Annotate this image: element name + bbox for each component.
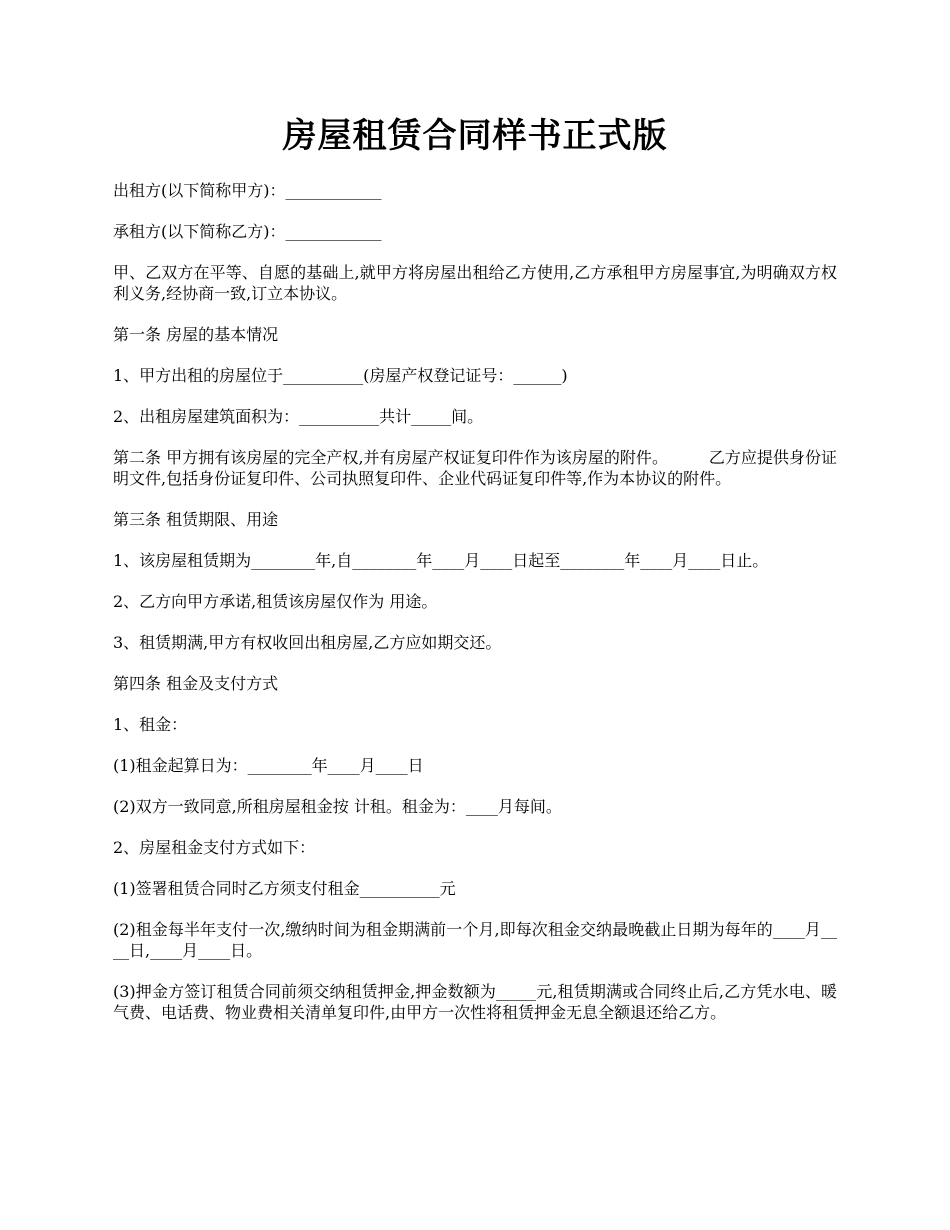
document-body	[113, 180, 837, 1043]
document-title: 房屋租赁合同样书正式版	[282, 116, 668, 156]
article-4-subclause-1-2: (2)双方一致同意,所租房屋租金按 计租。租金为：____月每间。	[113, 797, 562, 816]
party-b-line: 承租方(以下简称乙方)：____________	[113, 222, 382, 241]
article-4-subclause-2-2: (2)租金每半年支付一次,缴纳时间为租金期满前一个月,即每次租金交纳最晚截止日期为每年的____月____日,____月____日。	[113, 920, 837, 960]
article-4-subclause-2-1: (1)签署租赁合同时乙方须支付租金__________元	[113, 879, 456, 898]
article-4-clause-2: 2、房屋租金支付方式如下：	[113, 838, 316, 857]
article-1-clause-2: 2、出租房屋建筑面积为：__________共计_____间。	[113, 407, 484, 426]
article-4-clause-1: 1、租金：	[113, 715, 188, 734]
article-4-subclause-1-1: (1)租金起算日为：________年____月____日	[113, 756, 424, 775]
party-a-line: 出租方(以下简称甲方)：____________	[113, 181, 382, 200]
article-3-clause-3: 3、租赁期满,甲方有权收回出租房屋,乙方应如期交还。	[113, 633, 502, 652]
article-2-paragraph: 第二条 甲方拥有该房屋的完全产权,并有房屋产权证复印件作为该房屋的附件。 乙方应提供身份证明文件,包括身份证复印件、公司执照复印件、企业代码证复印件等,作为本协议的附件。	[113, 448, 837, 488]
article-3-clause-1: 1、该房屋租赁期为________年,自________年____月____日起至________年____月____日止。	[113, 551, 769, 570]
article-3-heading: 第三条 租赁期限、用途	[113, 510, 279, 529]
article-1-heading: 第一条 房屋的基本情况	[113, 325, 279, 344]
preamble-paragraph: 甲、乙双方在平等、自愿的基础上,就甲方将房屋出租给乙方使用,乙方承租甲方房屋事宜,为明确双方权利义务,经协商一致,订立本协议。	[113, 263, 837, 303]
article-1-clause-1: 1、甲方出租的房屋位于__________(房屋产权登记证号：______)	[113, 366, 568, 385]
article-3-clause-2: 2、乙方向甲方承诺,租赁该房屋仅作为 用途。	[113, 592, 438, 611]
article-4-subclause-2-3: (3)押金方签订租赁合同前须交纳租赁押金,押金数额为_____元,租赁期满或合同终止后,乙方凭水电、暖气费、电话费、物业费相关清单复印件,由甲方一次性将租赁押金无息全额退还给乙方。	[113, 982, 837, 1022]
article-4-heading: 第四条 租金及支付方式	[113, 674, 279, 693]
